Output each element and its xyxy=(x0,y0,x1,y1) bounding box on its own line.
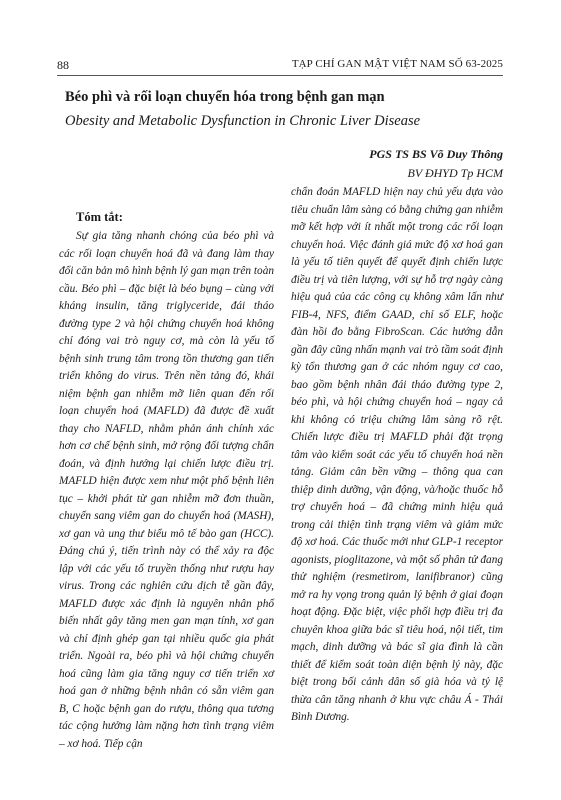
author-name: PGS TS BS Võ Duy Thông xyxy=(369,147,503,161)
abstract-column-right: chẩn đoán MAFLD hiện nay chủ yếu dựa vào tiêu chuẩn lâm sàng có bằng chứng gan nhiễm mỡ kết hợp với ít nhất một trong các rối loạn chuyển hoá. Việc đánh giá mức độ xơ hoá gan là yếu tố tiên quyết để quyết định chiến lược điều trị và tiên lượng, với sự hỗ trợ ngày càng hiệu quả của các công cụ không xâm lấn như FIB-4, NFS, điểm GAAD, chỉ số ELF, hoặc đàn hồi đo bằng FibroScan. Các hướng dẫn gần đây cũng nhấn mạnh vai trò tầm soát định kỳ tổn thương gan ở các nhóm nguy cơ cao, bao gồm bệnh nhân đái tháo đường type 2, béo phì, và hội chứng chuyển hoá – ngay cả khi không có triệu chứng lâm sàng rõ rệt. Chiến lược điều trị MAFLD phải đặt trọng tâm vào kiểm soát các yếu tố chuyển hoá nền tảng. Giảm cân bền vững – thông qua can thiệp dinh dưỡng, vận động, và/hoặc thuốc hỗ trợ chuyển hoá – đã chứng minh hiệu quả trong cải thiện tình trạng viêm và giảm mức độ xơ hoá. Các thuốc mới như GLP-1 receptor agonists, pioglitazone, và một số phân tử đang thử nghiệm (resmetirom, lanifibranor) cũng mở ra hy vọng trong quản lý bệnh ở giai đoạn hoạt động. Đặc biệt, việc phối hợp điều trị đa chuyên khoa giữa bác sĩ tiêu hoá, nội tiết, tim mạch, dinh dưỡng và bác sĩ gia đình là cần thiết để kiểm soát toàn diện bệnh lý này, đặc biệt trong bối cảnh dân số già hóa và tỷ lệ thừa cân tăng nhanh ở khu vực châu Á - Thái Bình Dương. xyxy=(291,186,503,723)
journal-name: TẠP CHÍ GAN MẬT VIỆT NAM SỐ 63-2025 xyxy=(291,58,503,70)
abstract-heading: Tóm tắt: xyxy=(76,210,123,224)
article-title-vietnamese: Béo phì và rối loạn chuyển hóa trong bệnh gan mạn xyxy=(65,89,385,105)
abstract-column-left: Sự gia tăng nhanh chóng của béo phì và các rối loạn chuyển hoá đã và đang làm thay đổi căn bản mô hình bệnh lý gan mạn trên toàn cầu. Béo phì – đặc biệt là béo bụng – cùng với kháng insulin, tăng triglyceride, đái tháo đường type 2 và hội chứng chuyển hoá không chỉ đóng vai trò nguy cơ, mà còn là yếu tố bệnh sinh trung tâm trong tồn thương gan tiến triển không do virus. Trên nền tảng đó, khái niệm bệnh gan nhiễm mỡ liên quan đến rối loạn chuyển hoá (MAFLD) đã được đề xuất thay cho NAFLD, nhằm phản ánh chính xác hơn cơ chế bệnh sinh, mở rộng đối tượng chẩn đoán, và định hướng lại chiến lược điều trị. MAFLD hiện được xem như một phổ bệnh liên tục – khởi phát từ gan nhiễm mỡ đơn thuần, chuyển sang viêm gan do chuyển hoá (MASH), xơ gan và ung thư biểu mô tế bào gan (HCC). Đáng chú ý, tiến trình này có thể xảy ra độc lập với các yếu tố truyền thống như rượu hay virus. Trong các nghiên cứu dịch tễ gần đây, MAFLD được xác định là nguyên nhân phổ biến nhất gây tăng men gan mạn tính, xơ gan và chỉ định ghép gan tại nhiều quốc gia phát triển. Ngoài ra, béo phì và hội chứng chuyển hoá cũng làm gia tăng nguy cơ tiến triển xơ hoá gan ở những bệnh nhân có sẵn viêm gan B, C hoặc bệnh gan do rượu, thông qua tương tác cộng hưởng làm nặng hơn tình trạng viêm – xơ hoá. Tiếp cận xyxy=(59,230,274,750)
page-number: 88 xyxy=(57,58,69,72)
author-affiliation: BV ĐHYD Tp HCM xyxy=(407,166,503,180)
article-title-english: Obesity and Metabolic Dysfunction in Chronic Liver Disease xyxy=(65,113,421,129)
header-rule xyxy=(57,75,503,76)
